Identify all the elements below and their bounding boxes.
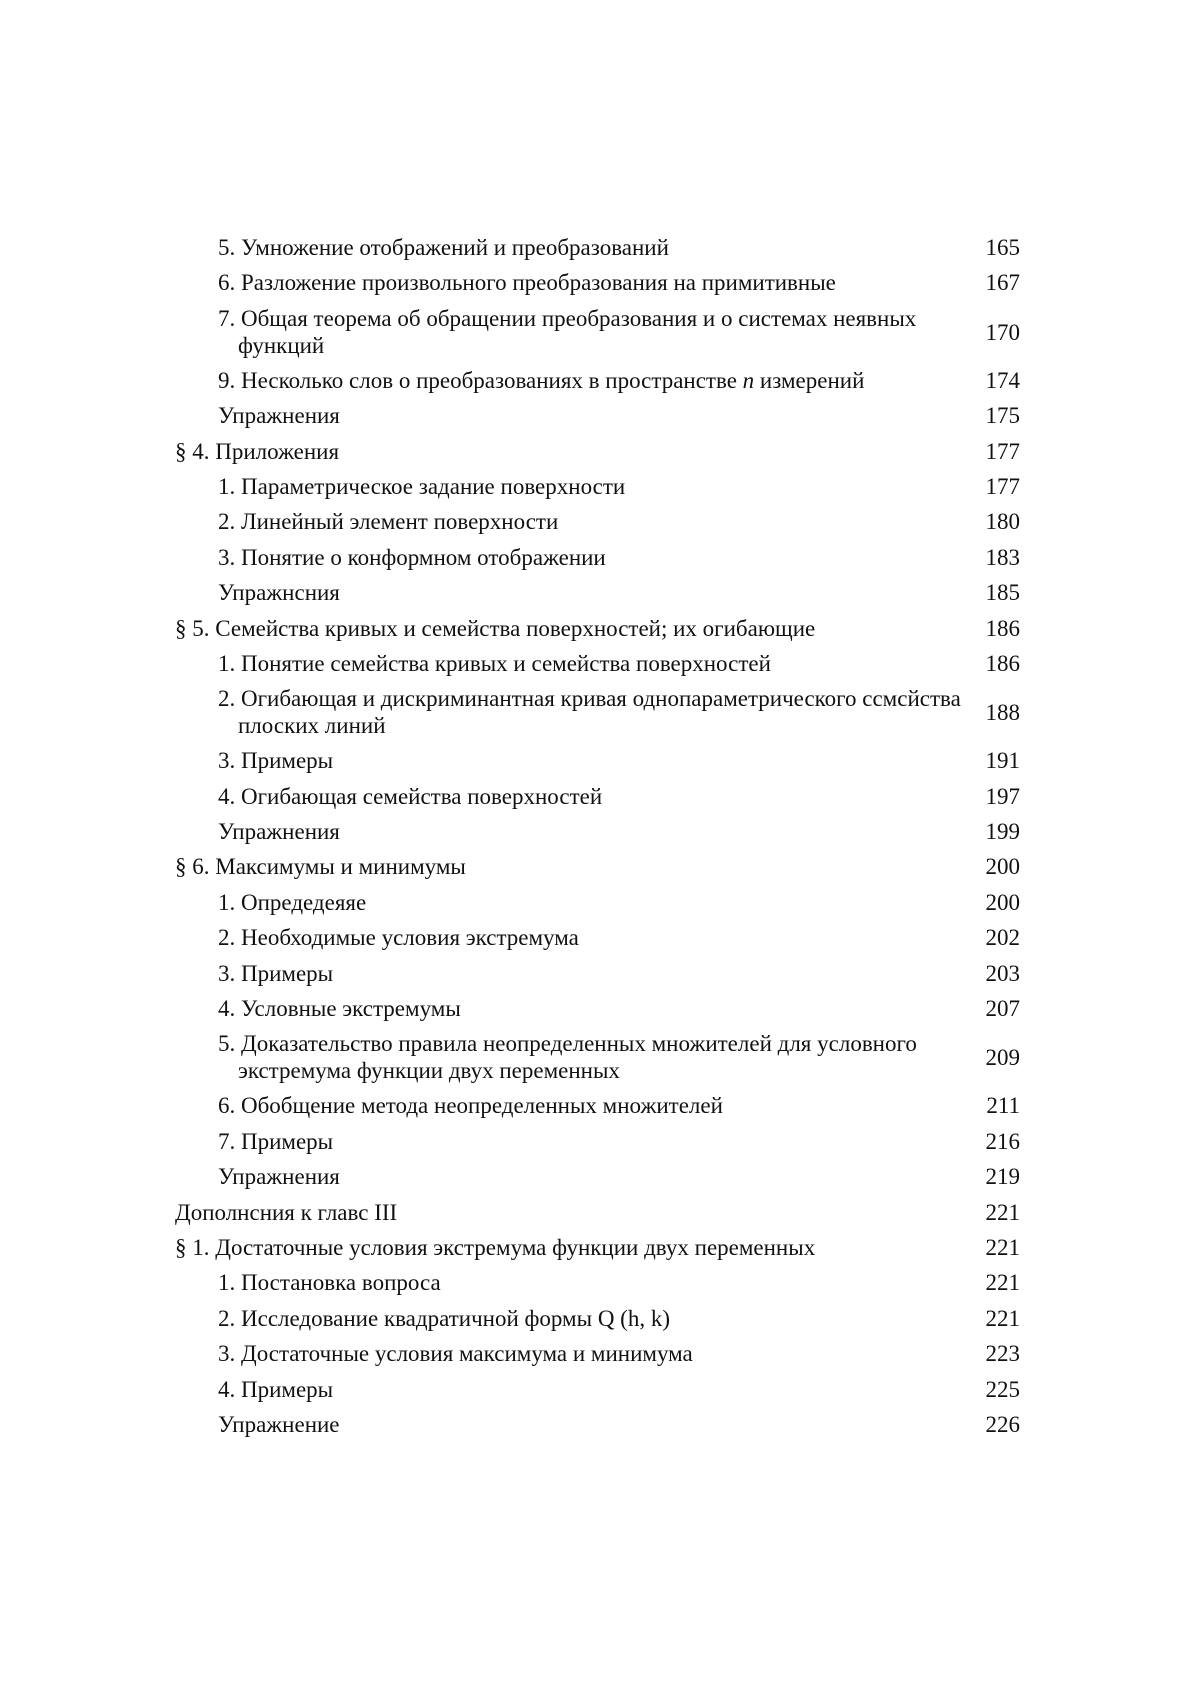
toc-subsection-entry bbox=[0, 267, 1200, 302]
toc-subsection-entry bbox=[0, 232, 1200, 267]
toc-entry-page-number: 175 bbox=[985, 403, 1020, 429]
toc-section-entry bbox=[0, 613, 1200, 648]
toc-entry-page-number: 186 bbox=[985, 650, 1020, 676]
toc-entry-page-number: 199 bbox=[985, 819, 1020, 845]
toc-entry-title: 1. Параметрическое задание поверхности bbox=[218, 473, 626, 499]
toc-entry-title: 5. Доказательство правила неопределенных множителей для условного экстремума функции двух переменных bbox=[218, 1031, 917, 1084]
toc-entry-page-number: 211 bbox=[986, 1093, 1020, 1119]
toc-entry-title: 1. Понятие семейства кривых и семейства поверхностей bbox=[218, 650, 771, 676]
toc-entry-page-number: 174 bbox=[985, 367, 1020, 393]
toc-section-entry bbox=[0, 1232, 1200, 1267]
toc-subsection-entry bbox=[0, 1409, 1200, 1444]
toc-entry-title: 7. Примеры bbox=[218, 1128, 334, 1154]
toc-section-entry bbox=[0, 851, 1200, 886]
toc-entry-page-number: 188 bbox=[985, 700, 1020, 726]
table-of-contents bbox=[0, 232, 1200, 1444]
toc-entry-title: 1. Постановка вопроса bbox=[218, 1270, 441, 1296]
toc-entry-title: Дополнсния к главс III bbox=[175, 1199, 398, 1225]
toc-subsection-entry bbox=[0, 303, 1200, 365]
toc-section-entry bbox=[0, 436, 1200, 471]
toc-entry-page-number: 221 bbox=[985, 1305, 1020, 1331]
toc-subsection-entry bbox=[0, 1126, 1200, 1161]
toc-entry-page-number: 185 bbox=[985, 580, 1020, 606]
toc-entry-page-number: 221 bbox=[985, 1234, 1020, 1260]
toc-subsection-entry bbox=[0, 922, 1200, 957]
toc-entry-title: 6. Разложение произвольного преобразования на примитивные bbox=[218, 270, 836, 296]
toc-subsection-entry bbox=[0, 1267, 1200, 1302]
toc-entry-title: § 4. Приложения bbox=[175, 438, 340, 464]
toc-entry-page-number: 223 bbox=[985, 1341, 1020, 1367]
toc-entry-page-number: 209 bbox=[985, 1045, 1020, 1071]
toc-entry-title: § 1. Достаточные условия экстремума функции двух переменных bbox=[175, 1234, 816, 1260]
toc-entry-title: 3. Примеры bbox=[218, 748, 334, 774]
toc-entry-page-number: 200 bbox=[985, 889, 1020, 915]
toc-subsection-entry bbox=[0, 683, 1200, 745]
toc-entry-title: 4. Примеры bbox=[218, 1376, 334, 1402]
toc-entry-page-number: 186 bbox=[985, 615, 1020, 641]
toc-entry-title: § 5. Семейства кривых и семейства поверхностей; их огибающие bbox=[175, 615, 816, 641]
toc-subsection-entry bbox=[0, 781, 1200, 816]
toc-entry-title: § 6. Максимумы и минимумы bbox=[175, 854, 466, 880]
toc-entry-title: 5. Умножение отображений и преобразований bbox=[218, 235, 669, 260]
toc-subsection-entry bbox=[0, 400, 1200, 435]
toc-entry-page-number: 197 bbox=[985, 783, 1020, 809]
toc-subsection-entry bbox=[0, 958, 1200, 993]
toc-entry-title: 3. Достаточные условия максимума и минимума bbox=[218, 1341, 693, 1367]
toc-entry-page-number: 219 bbox=[985, 1164, 1020, 1190]
toc-entry-title: Упражнсния bbox=[218, 580, 340, 606]
toc-subsection-entry bbox=[0, 993, 1200, 1028]
toc-entry-title: 7. Общая теорема об обращении преобразования и о системах неявных функций bbox=[218, 305, 917, 358]
toc-subsection-entry bbox=[0, 542, 1200, 577]
toc-entry-page-number: 183 bbox=[985, 544, 1020, 570]
toc-entry-title: 4. Условные экстремумы bbox=[218, 996, 461, 1022]
toc-subsection-entry bbox=[0, 816, 1200, 851]
toc-subsection-entry bbox=[0, 1161, 1200, 1196]
toc-subsection-entry bbox=[0, 745, 1200, 780]
toc-entry-page-number: 221 bbox=[985, 1199, 1020, 1225]
toc-entry-page-number: 177 bbox=[985, 473, 1020, 499]
toc-section-entry bbox=[0, 1197, 1200, 1232]
toc-subsection-entry bbox=[0, 887, 1200, 922]
toc-subsection-entry bbox=[0, 577, 1200, 612]
toc-entry-title: 3. Примеры bbox=[218, 960, 334, 986]
toc-entry-page-number: 216 bbox=[985, 1128, 1020, 1154]
toc-entry-title: 3. Понятие о конформном отображении bbox=[218, 544, 606, 570]
toc-entry-title: Упражнения bbox=[218, 819, 340, 845]
toc-entry-title: 2. Необходимые условия экстремума bbox=[218, 925, 579, 951]
toc-entry-page-number: 180 bbox=[985, 509, 1020, 535]
toc-entry-page-number: 221 bbox=[985, 1270, 1020, 1296]
toc-subsection-entry bbox=[0, 1374, 1200, 1409]
toc-entry-page-number: 165 bbox=[985, 235, 1020, 260]
toc-entry-page-number: 202 bbox=[985, 925, 1020, 951]
toc-entry-page-number: 203 bbox=[985, 960, 1020, 986]
toc-entry-page-number: 191 bbox=[985, 748, 1020, 774]
toc-subsection-entry bbox=[0, 365, 1200, 400]
toc-entry-title: Упражнения bbox=[218, 1164, 340, 1190]
toc-entry-title: Упражнения bbox=[218, 403, 340, 429]
toc-subsection-entry bbox=[0, 1090, 1200, 1125]
toc-entry-title: 2. Огибающая и дискриминантная кривая однопараметрического ссмсйства плоских линий bbox=[218, 686, 961, 739]
toc-entry-page-number: 200 bbox=[985, 854, 1020, 880]
toc-entry-page-number: 167 bbox=[985, 270, 1020, 296]
toc-entry-title: 2. Линейный элемент поверхности bbox=[218, 509, 559, 535]
toc-entry-title: 2. Исследование квадратичной формы Q (h, k) bbox=[218, 1305, 670, 1331]
toc-entry-title: 4. Огибающая семейства поверхностей bbox=[218, 783, 603, 809]
toc-entry-page-number: 225 bbox=[985, 1376, 1020, 1402]
toc-entry-title: 1. Опредедеяяе bbox=[218, 889, 367, 915]
toc-entry-title: 6. Обобщение метода неопределенных множителей bbox=[218, 1093, 723, 1119]
toc-entry-page-number: 207 bbox=[985, 996, 1020, 1022]
toc-subsection-entry bbox=[0, 506, 1200, 541]
toc-subsection-entry bbox=[0, 1303, 1200, 1338]
toc-subsection-entry bbox=[0, 1338, 1200, 1373]
toc-entry-title: 9. Несколько слов о преобразованиях в пространстве n измерений bbox=[218, 367, 865, 393]
toc-subsection-entry bbox=[0, 471, 1200, 506]
toc-entry-page-number: 226 bbox=[985, 1411, 1020, 1437]
toc-subsection-entry bbox=[0, 1028, 1200, 1090]
toc-entry-page-number: 170 bbox=[985, 319, 1020, 345]
toc-subsection-entry bbox=[0, 648, 1200, 683]
toc-entry-page-number: 177 bbox=[985, 438, 1020, 464]
toc-entry-title: Упражнение bbox=[218, 1411, 340, 1437]
